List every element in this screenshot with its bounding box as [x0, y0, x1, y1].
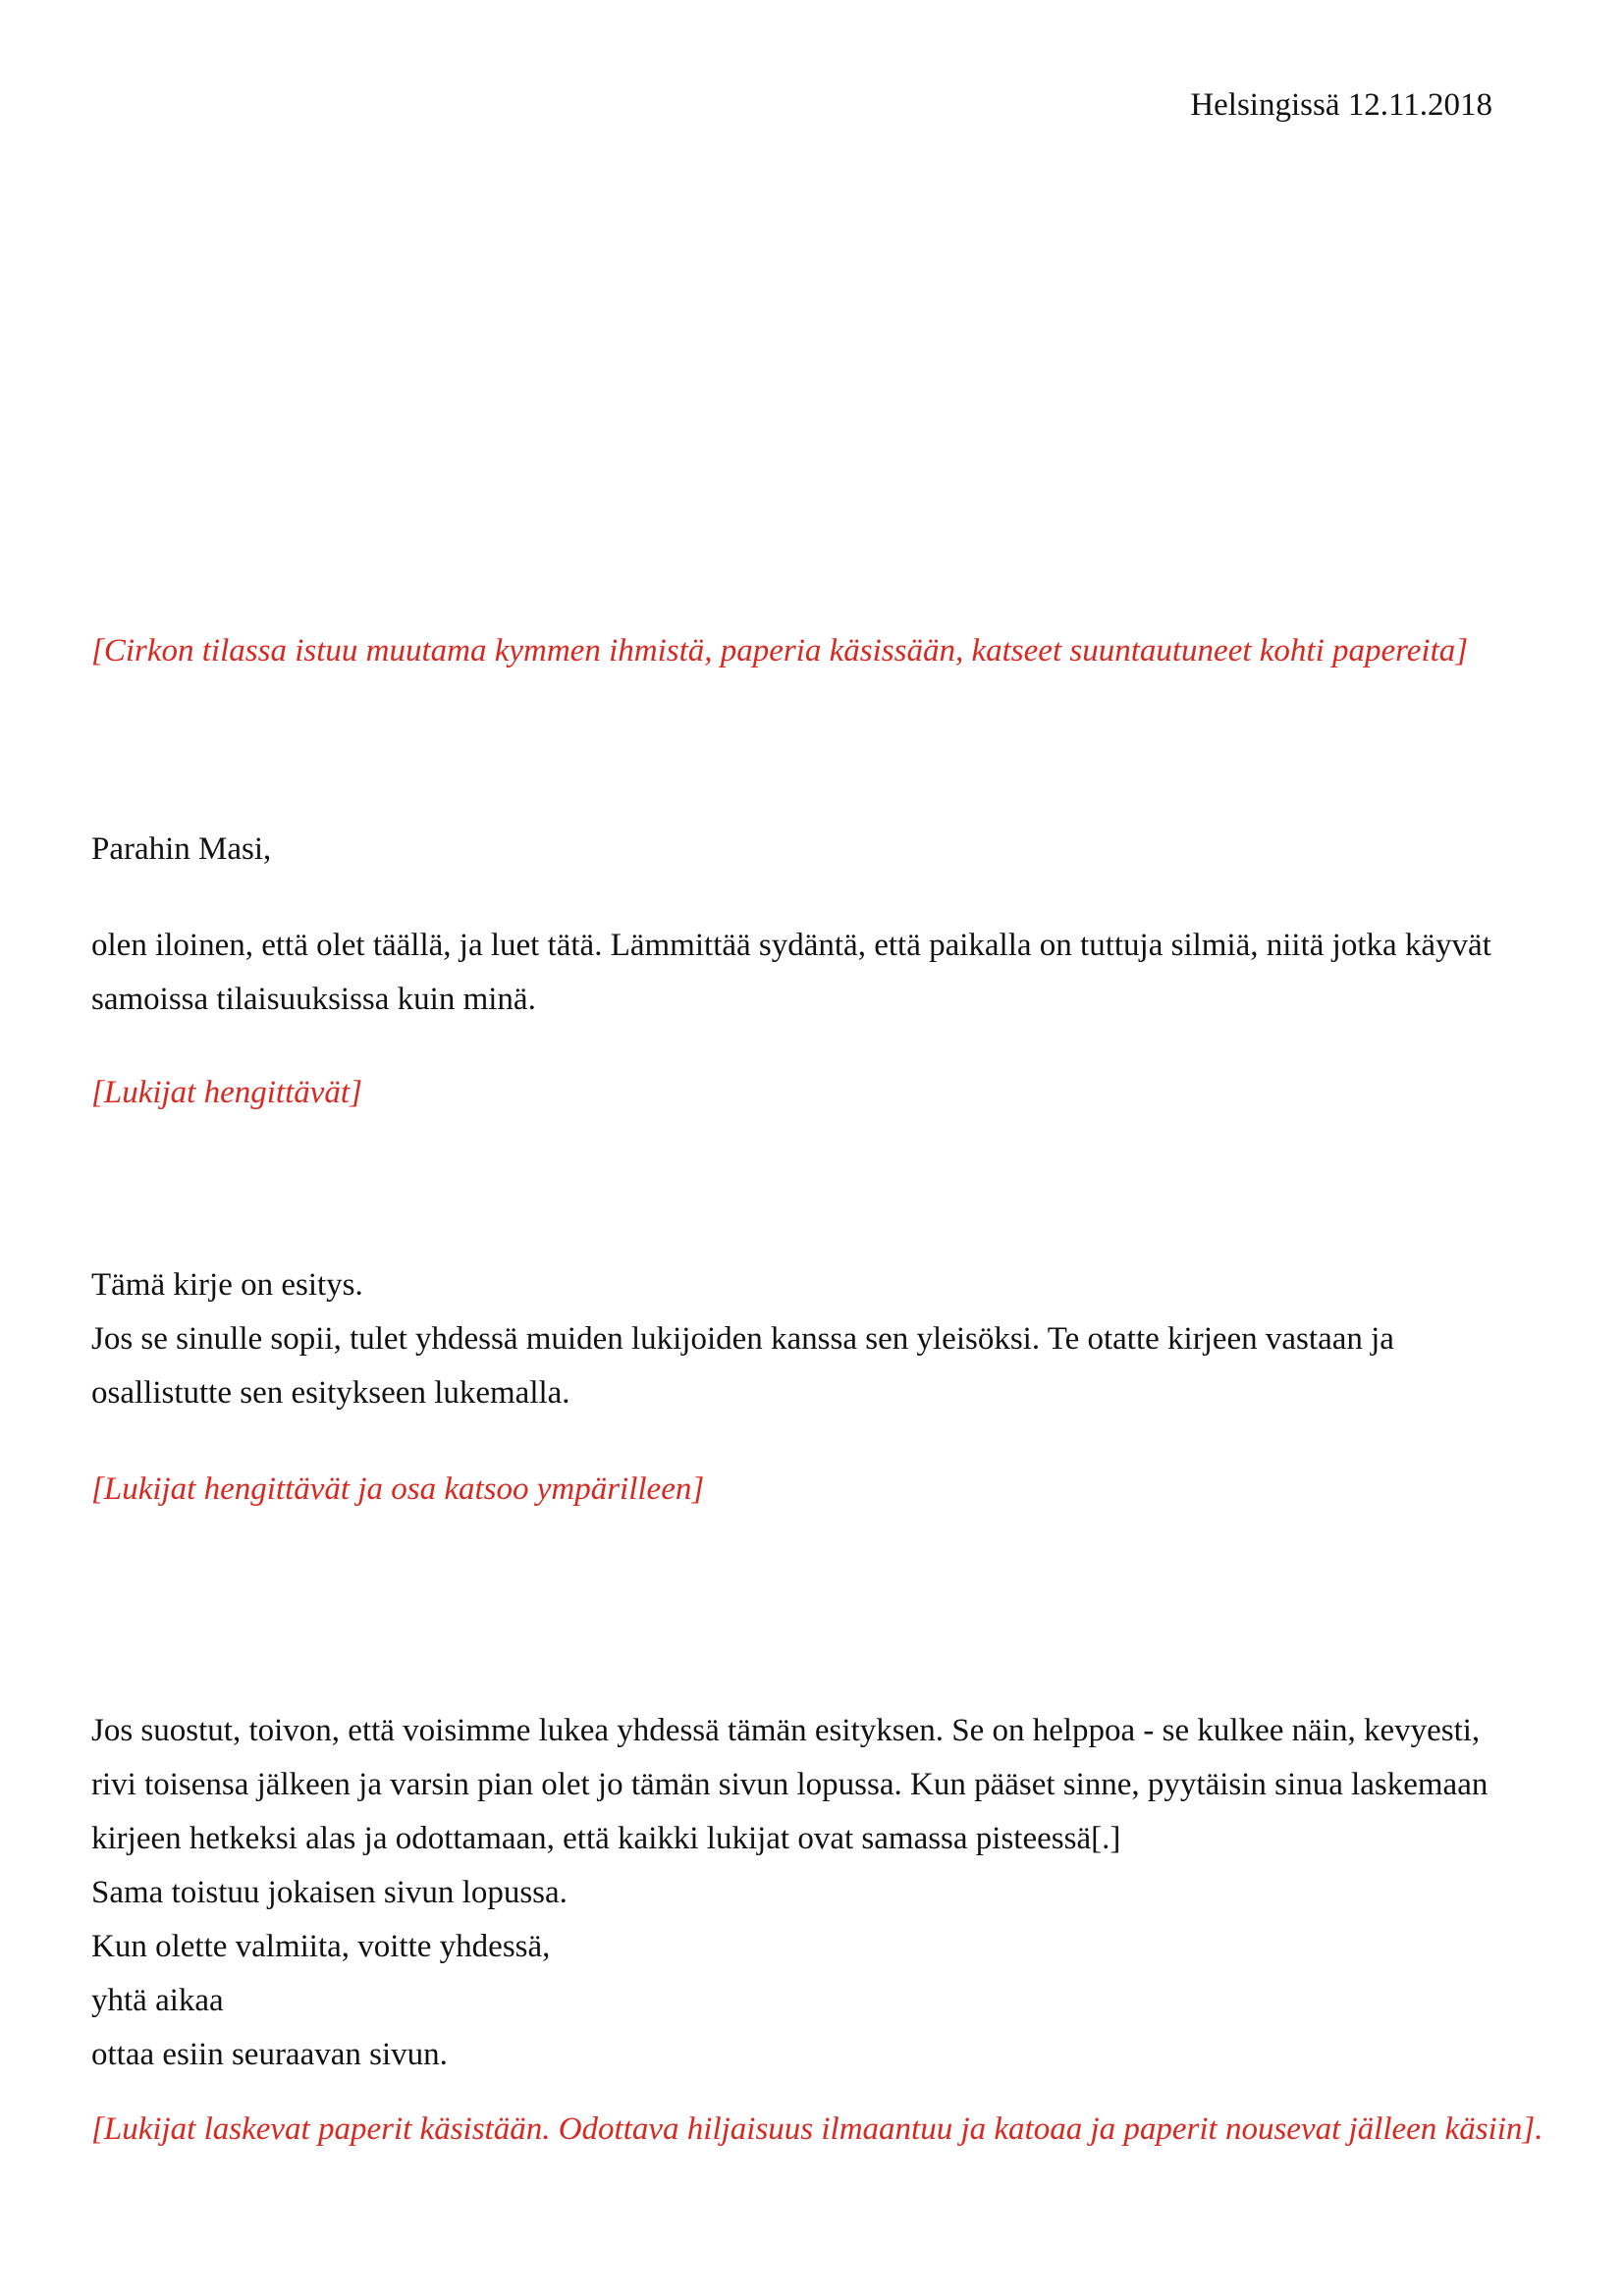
paragraph-line: Tämä kirje on esitys.: [91, 1267, 363, 1303]
paragraph-line: rivi toisensa jälkeen ja varsin pian olet jo tämän sivun lopussa. Kun pääset sinne, pyytäisin sinua laskemaan: [91, 1767, 1489, 1802]
paragraph-line: kirjeen hetkeksi alas ja odottamaan, että kaikki lukijat ovat samassa pisteessä[.]: [91, 1821, 1121, 1856]
paragraph-greeting: [91, 919, 1535, 1027]
paragraph-line: yhtä aikaa: [91, 1983, 224, 2018]
paragraph-line: Kun olette valmiita, voitte yhdessä,: [91, 1929, 551, 1964]
stage-direction-opening: [Cirkon tilassa istuu muutama kymmen ihmistä, paperia käsissään, katseet suuntautuneet kohti papereita]: [91, 633, 1469, 668]
paragraph-line: olen iloinen, että olet täällä, ja luet tätä. Lämmittää sydäntä, että paikalla on tuttuja silmiä, niitä jotka käyvät: [91, 928, 1491, 963]
paragraph-this-letter-is-a-performance: [91, 1258, 1535, 1420]
paragraph-reading-instructions: [91, 1704, 1535, 2082]
stage-direction-readers-look-around: [Lukijat hengittävät ja osa katsoo ympärilleen]: [91, 1471, 705, 1507]
paragraph-line: ottaa esiin seuraavan sivun.: [91, 2037, 448, 2072]
paragraph-line: samoissa tilaisuuksissa kuin minä.: [91, 982, 536, 1017]
salutation: Parahin Masi,: [91, 831, 272, 867]
paragraph-line: osallistutte sen esitykseen lukemalla.: [91, 1375, 570, 1411]
stage-direction-closing: [Lukijat laskevat paperit käsistään. Odottava hiljaisuus ilmaantuu ja katoaa ja paperit nousevat jälleen käsiin].: [91, 2111, 1543, 2147]
paragraph-line: Jos suostut, toivon, että voisimme lukea yhdessä tämän esityksen. Se on helppoa - se kulkee näin, kevyesti,: [91, 1713, 1481, 1748]
stage-direction-readers-breathe: [Lukijat hengittävät]: [91, 1075, 362, 1110]
paragraph-line: Sama toistuu jokaisen sivun lopussa.: [91, 1875, 568, 1910]
dateline: Helsingissä 12.11.2018: [1190, 87, 1492, 123]
paragraph-line: Jos se sinulle sopii, tulet yhdessä muiden lukijoiden kanssa sen yleisöksi. Te otatte kirjeen vastaan ja: [91, 1321, 1394, 1357]
